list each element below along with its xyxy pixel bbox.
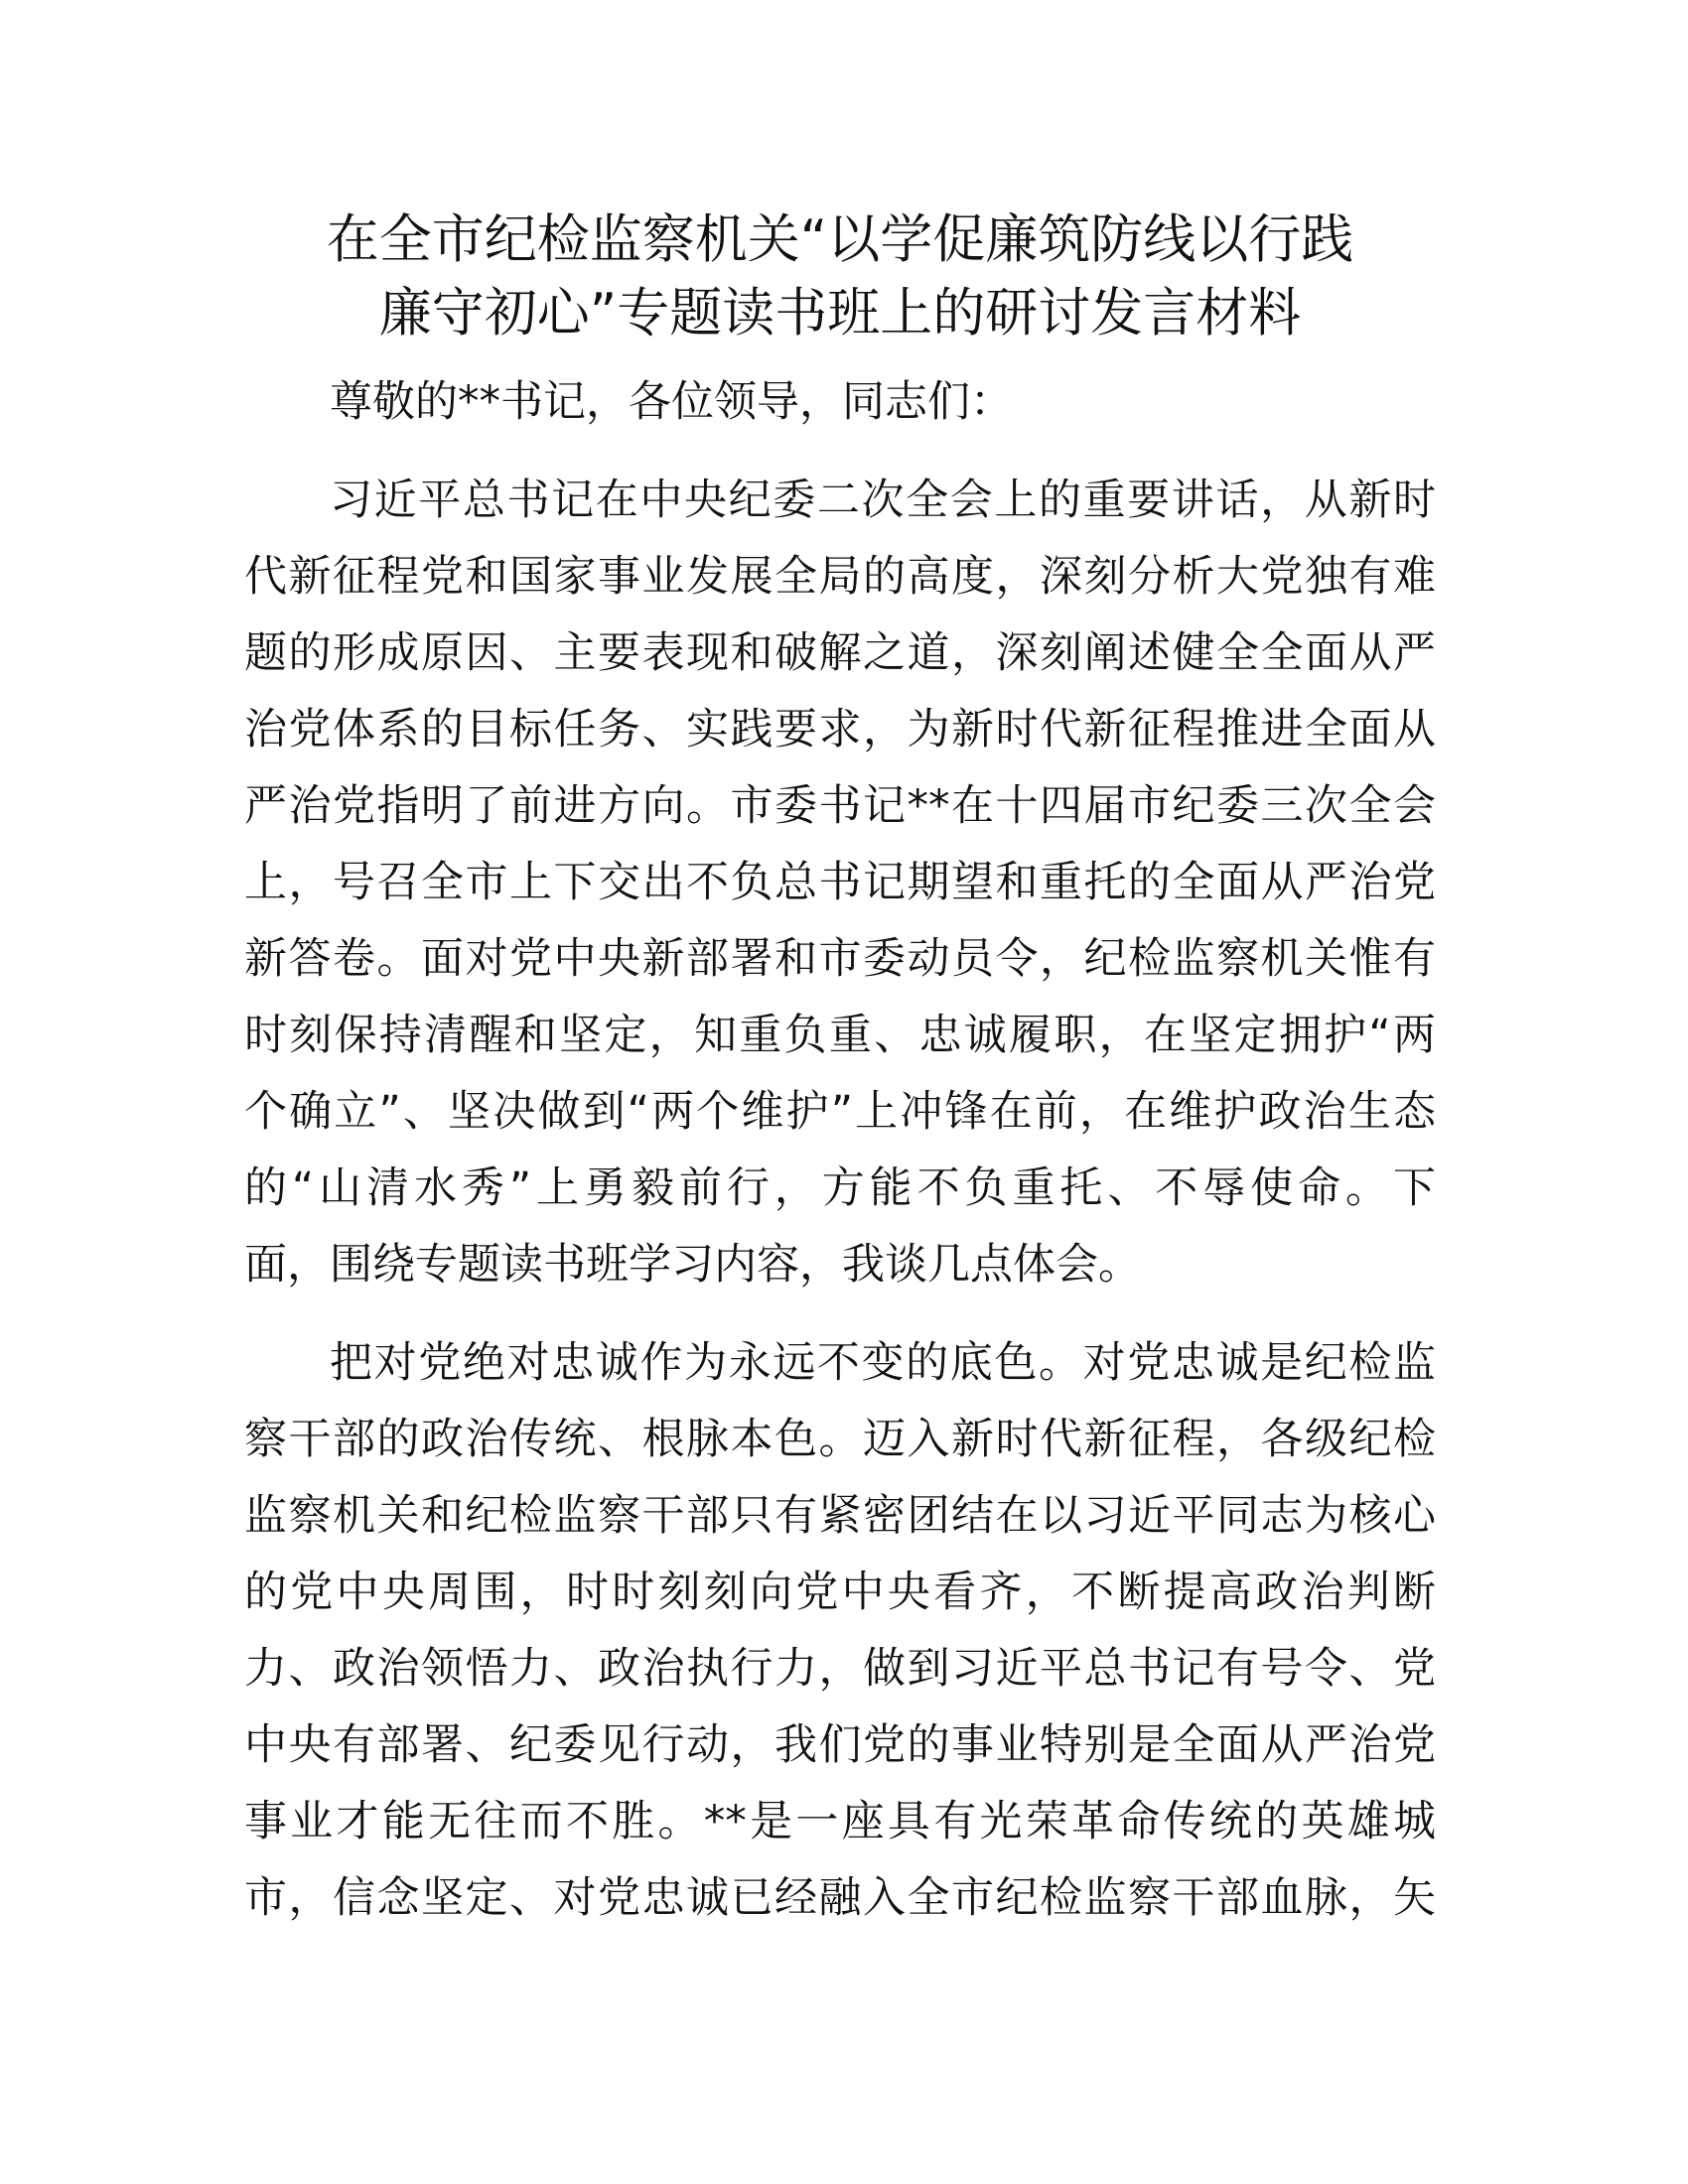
paragraph-1-line: 代新征程党和国家事业发展全局的高度，深刻分析大党独有难	[244, 552, 1436, 602]
paragraph-2-line: 察干部的政治传统、根脉本色。迈入新时代新征程，各级纪检	[244, 1415, 1436, 1464]
paragraph-1-line: 习近平总书记在中央纪委二次全会上的重要讲话，从新时	[330, 476, 1436, 525]
paragraph-1-line: 时刻保持清醒和坚定，知重负重、忠诚履职，在坚定拥护“两	[244, 1011, 1436, 1060]
paragraph-1-line: 的“山清水秀”上勇毅前行，方能不负重托、不辱使命。下	[244, 1163, 1436, 1213]
paragraph-1-line: 严治党指明了前进方向。市委书记**在十四届市纪委三次全会	[244, 781, 1436, 831]
paragraph-2-line: 事业才能无往而不胜。**是一座具有光荣革命传统的英雄城	[244, 1797, 1436, 1846]
title-line-2: 廉守初心”专题读书班上的研讨发言材料	[378, 283, 1302, 343]
paragraph-2-line: 中央有部署、纪委见行动，我们党的事业特别是全面从严治党	[244, 1720, 1436, 1770]
paragraph-1-line: 治党体系的目标任务、实践要求，为新时代新征程推进全面从	[244, 705, 1436, 754]
paragraph-1-line: 面，围绕专题读书班学习内容，我谈几点体会。	[244, 1240, 1141, 1290]
paragraph-1-line: 题的形成原因、主要表现和破解之道，深刻阐述健全全面从严	[244, 628, 1436, 678]
paragraph-2	[244, 1325, 1436, 1937]
paragraph-2-line: 把对党绝对忠诚作为永远不变的底色。对党忠诚是纪检监	[330, 1338, 1436, 1388]
paragraph-1	[244, 463, 1436, 1303]
salutation: 尊敬的**书记，各位领导，同志们：	[330, 377, 1013, 427]
paragraph-1-line: 新答卷。面对党中央新部署和市委动员令，纪检监察机关惟有	[244, 934, 1436, 984]
document-title	[244, 204, 1436, 350]
title-line-1: 在全市纪检监察机关“以学促廉筑防线以行践	[326, 209, 1354, 270]
paragraph-1-line: 上，号召全市上下交出不负总书记期望和重托的全面从严治党	[244, 858, 1436, 907]
document-body	[244, 204, 1436, 1937]
paragraph-2-line: 监察机关和纪检监察干部只有紧密团结在以习近平同志为核心	[244, 1491, 1436, 1541]
paragraph-2-line: 市，信念坚定、对党忠诚已经融入全市纪检监察干部血脉，矢	[244, 1873, 1436, 1923]
paragraph-1-line: 个确立”、坚决做到“两个维护”上冲锋在前，在维护政治生态	[244, 1087, 1436, 1137]
paragraph-2-line: 力、政治领悟力、政治执行力，做到习近平总书记有号令、党	[244, 1644, 1436, 1694]
paragraph-2-line: 的党中央周围，时时刻刻向党中央看齐，不断提高政治判断	[244, 1568, 1436, 1617]
